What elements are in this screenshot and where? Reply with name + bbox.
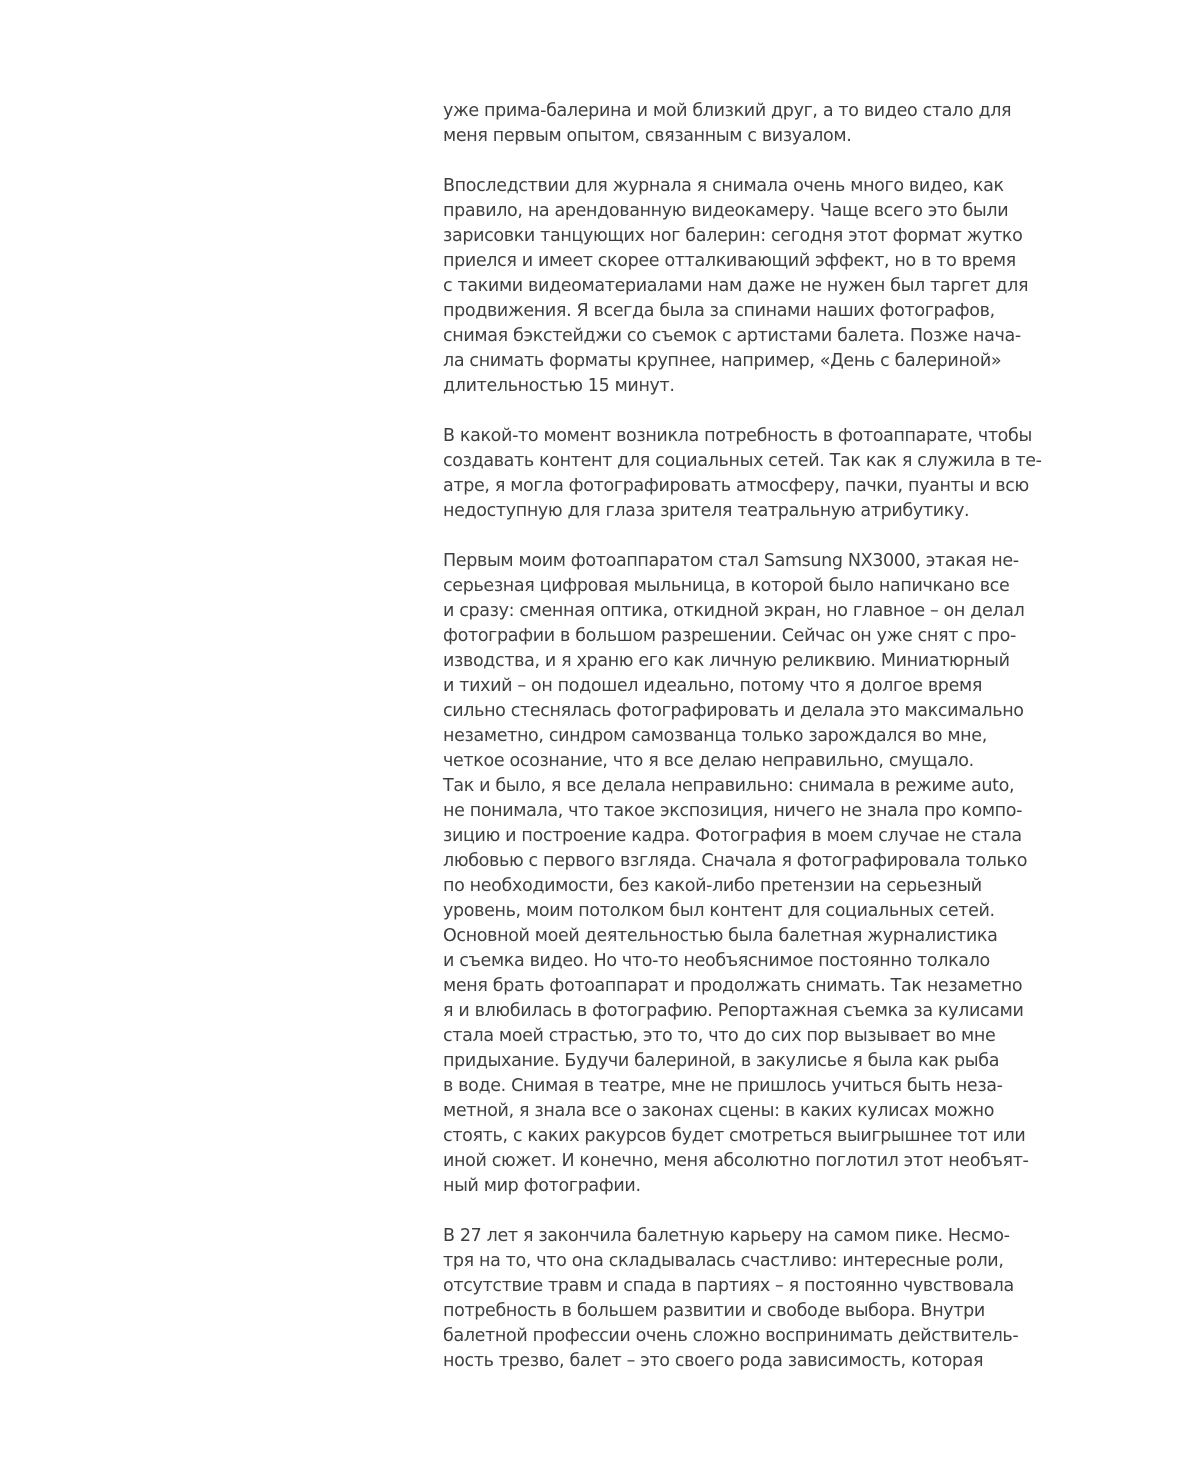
text-line: атре, я могла фотографировать атмосферу, пачки, пуанты и всю (443, 476, 1029, 496)
text-line: иной сюжет. И конечно, меня абсолютно поглотил этот необъят- (443, 1151, 1029, 1171)
text-line: ность трезво, балет – это своего рода зависимость, которая (443, 1351, 984, 1371)
text-line: серьезная цифровая мыльница, в которой было напичкано все (443, 576, 1010, 596)
text-line: с такими видеоматериалами нам даже не нужен был таргет для (443, 276, 1029, 296)
text-line: Основной моей деятельностью была балетная журналистика (443, 926, 998, 946)
text-line: тря на то, что она складывалась счастливо: интересные роли, (443, 1251, 1004, 1271)
text-line: метной, я знала все о законах сцены: в каких кулисах можно (443, 1101, 995, 1121)
text-line: уже прима-балерина и мой близкий друг, а то видео стало для (443, 101, 1012, 121)
text-line: Первым моим фотоаппаратом стал Samsung NX3000, этакая не- (443, 551, 1019, 571)
text-line: снимая бэкстейджи со съемок с артистами балета. Позже нача- (443, 326, 1021, 346)
text-line: В какой-то момент возникла потребность в фотоаппарате, чтобы (443, 426, 1032, 446)
text-line: правило, на арендованную видеокамеру. Чаще всего это были (443, 201, 1009, 221)
text-line: меня первым опытом, связанным с визуалом. (443, 126, 852, 146)
paragraph-4 (443, 549, 1043, 1199)
text-line: в воде. Снимая в театре, мне не пришлось учиться быть неза- (443, 1076, 1003, 1096)
text-line: ла снимать форматы крупнее, например, «День с балериной» (443, 351, 1002, 371)
text-line: незаметно, синдром самозванца только зарождался во мне, (443, 726, 987, 746)
paragraph-1 (443, 99, 1043, 149)
text-line: продвижения. Я всегда была за спинами наших фотографов, (443, 301, 995, 321)
paragraph-5 (443, 1224, 1043, 1374)
text-line: отсутствие травм и спада в партиях – я постоянно чувствовала (443, 1276, 1014, 1296)
text-line: я и влюбилась в фотографию. Репортажная съемка за кулисами (443, 1001, 1024, 1021)
text-line: длительностью 15 минут. (443, 376, 675, 396)
text-line: четкое осознание, что я все делаю неправильно, смущало. (443, 751, 974, 771)
text-line: В 27 лет я закончила балетную карьеру на самом пике. Несмо- (443, 1226, 1010, 1246)
text-line: зарисовки танцующих ног балерин: сегодня этот формат жутко (443, 226, 1023, 246)
text-line: Впоследствии для журнала я снимала очень много видео, как (443, 176, 1004, 196)
text-line: приелся и имеет скорее отталкивающий эффект, но в то время (443, 251, 1016, 271)
text-line: ный мир фотографии. (443, 1176, 641, 1196)
text-line: любовью с первого взгляда. Сначала я фотографировала только (443, 851, 1028, 871)
paragraph-2 (443, 174, 1043, 399)
text-line: меня брать фотоаппарат и продолжать снимать. Так незаметно (443, 976, 1023, 996)
text-line: и съемка видео. Но что-то необъяснимое постоянно толкало (443, 951, 990, 971)
text-line: и сразу: сменная оптика, откидной экран, но главное – он делал (443, 601, 1025, 621)
text-line: придыхание. Будучи балериной, в закулисье я была как рыба (443, 1051, 1000, 1071)
text-line: изводства, и я храню его как личную реликвию. Миниатюрный (443, 651, 1010, 671)
text-line: балетной профессии очень сложно воспринимать действитель- (443, 1326, 1019, 1346)
text-line: Так и было, я все делала неправильно: снимала в режиме auto, (443, 776, 1015, 796)
text-line: и тихий – он подошел идеально, потому что я долгое время (443, 676, 983, 696)
text-line: стоять, с каких ракурсов будет смотреться выигрышнее тот или (443, 1126, 1026, 1146)
text-line: сильно стеснялась фотографировать и делала это максимально (443, 701, 1024, 721)
paragraph-3 (443, 424, 1043, 524)
text-line: зицию и построение кадра. Фотография в моем случае не стала (443, 826, 1022, 846)
text-line: не понимала, что такое экспозиция, ничего не знала про компо- (443, 801, 1023, 821)
text-line: фотографии в большом разрешении. Сейчас он уже снят с про- (443, 626, 1016, 646)
text-line: создавать контент для социальных сетей. Так как я служила в те- (443, 451, 1042, 471)
text-line: стала моей страстью, это то, что до сих пор вызывает во мне (443, 1026, 996, 1046)
body-text (443, 99, 1043, 1374)
text-line: недоступную для глаза зрителя театральную атрибутику. (443, 501, 970, 521)
text-line: по необходимости, без какой-либо претензии на серьезный (443, 876, 982, 896)
text-line: уровень, моим потолком был контент для социальных сетей. (443, 901, 995, 921)
text-line: потребность в большем развитии и свободе выбора. Внутри (443, 1301, 985, 1321)
